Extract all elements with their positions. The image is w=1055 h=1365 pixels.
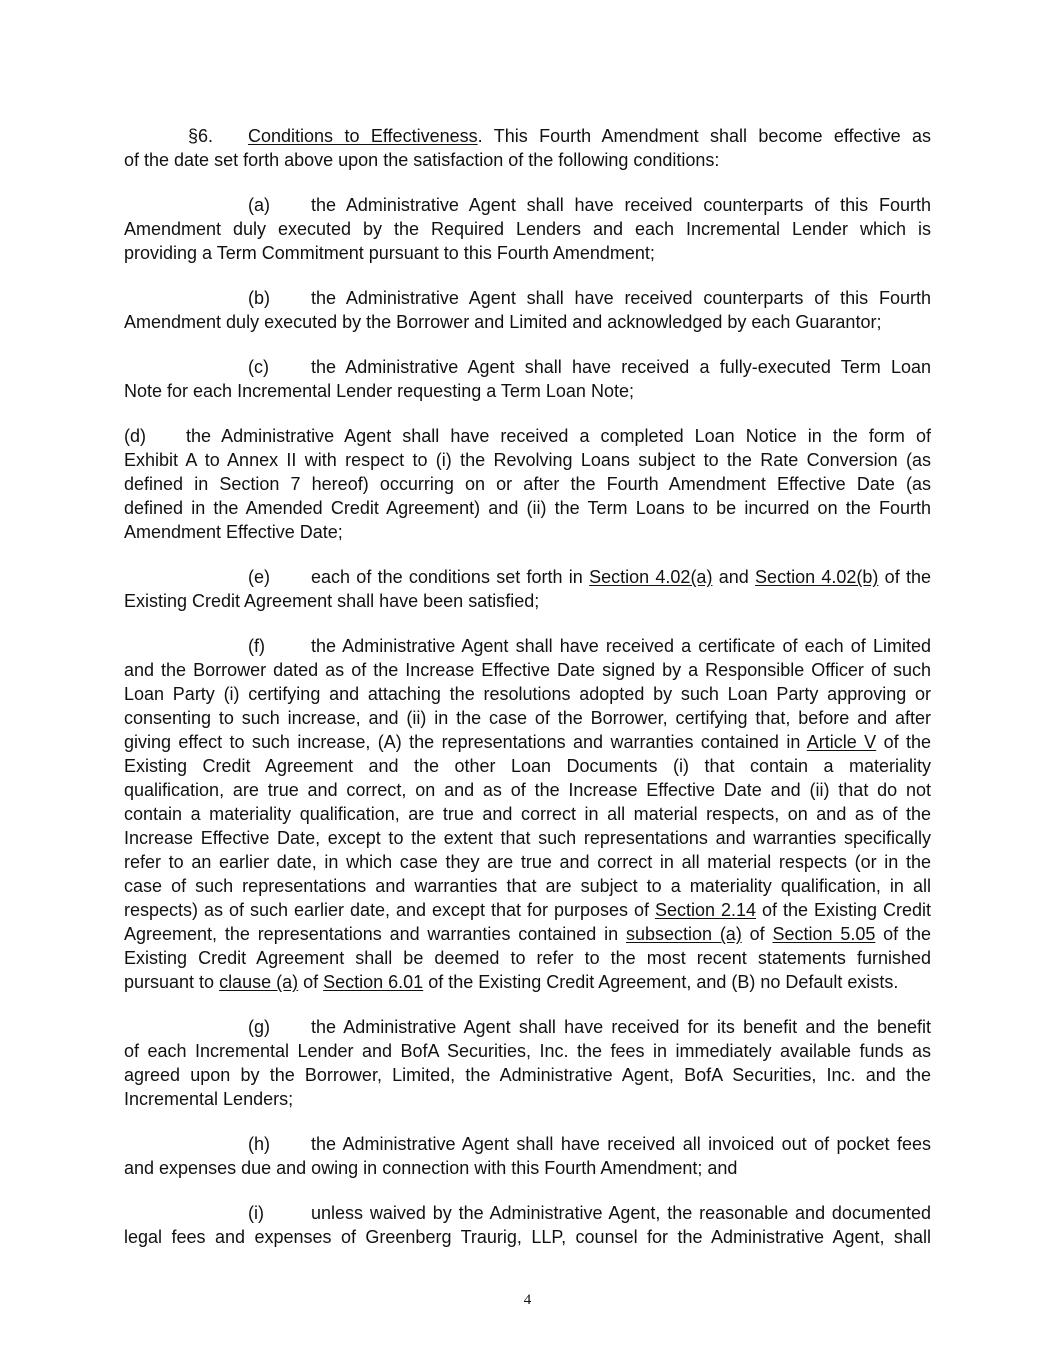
text-line: [124, 241, 931, 265]
text-segment: Loan Party (i) certifying and attaching the resolutions adopted by such Loan Party approving or: [124, 684, 931, 704]
line-text: [124, 922, 931, 946]
line-text: [124, 148, 931, 172]
line-text: [124, 1156, 931, 1180]
text-line: [124, 286, 931, 310]
text-segment: case of such representations and warranties that are subject to a materiality qualification, in all: [124, 876, 931, 896]
text-line: [124, 193, 931, 217]
page-number: 4: [523, 1292, 532, 1308]
paragraph-label: (d): [124, 426, 146, 446]
text-segment: of: [298, 972, 324, 992]
text-line: [124, 922, 931, 946]
text-line: [124, 1156, 931, 1180]
text-segment: refer to an earlier date, in which case they are true and correct in all material respects (or in the: [124, 852, 931, 872]
text-line: [124, 658, 931, 682]
paragraph: [124, 424, 931, 544]
line-text: [124, 1087, 931, 1111]
text-line: [124, 1087, 931, 1111]
text-segment: unless waived by the Administrative Agent, the reasonable and documented: [311, 1203, 931, 1223]
line-text: [124, 1225, 931, 1249]
text-line: [124, 1132, 931, 1156]
line-text: [124, 589, 931, 613]
line-text: [311, 1015, 931, 1039]
line-text: [124, 778, 931, 802]
paragraph-label: §6.: [188, 126, 214, 146]
line-text: [124, 241, 931, 265]
text-segment: and expenses due and owing in connection with this Fourth Amendment; and: [124, 1158, 738, 1178]
text-segment: each of the conditions set forth in: [311, 567, 590, 587]
line-text: [124, 730, 931, 754]
text-segment: agreed upon by the Borrower, Limited, the Administrative Agent, BofA Securities, Inc. and the: [124, 1065, 931, 1085]
line-text: [124, 826, 931, 850]
text-segment: giving effect to such increase, (A) the representations and warranties contained in: [124, 732, 807, 752]
paragraph-label: (h): [248, 1134, 270, 1154]
text-segment: of each Incremental Lender and BofA Securities, Inc. the fees in immediately available funds as: [124, 1041, 931, 1061]
line-text: [124, 658, 931, 682]
text-segment: of the: [875, 924, 932, 944]
text-line: [124, 682, 931, 706]
line-text: [124, 946, 931, 970]
text-line: [124, 379, 931, 403]
text-segment: and the Borrower dated as of the Increase Effective Date signed by a Responsible Officer of such: [124, 660, 931, 680]
text-segment: legal fees and expenses of Greenberg Traurig, LLP, counsel for the Administrative Agent, shall: [124, 1227, 931, 1247]
paragraph: [124, 355, 931, 403]
text-segment: Agreement, the representations and warranties contained in: [124, 924, 626, 944]
text-line: [124, 1015, 931, 1039]
text-segment: Existing Credit Agreement shall have been satisfied;: [124, 591, 540, 611]
line-text: [248, 124, 931, 148]
paragraph-label: (e): [248, 567, 270, 587]
cross-reference: Conditions to Effectiveness: [248, 126, 478, 146]
line-text: [124, 448, 931, 472]
text-line: [124, 355, 931, 379]
text-line: [124, 1225, 931, 1249]
text-segment: of the Existing Credit Agreement, and (B) no Default exists.: [423, 972, 899, 992]
text-line: [124, 754, 931, 778]
line-text: [124, 472, 931, 496]
paragraph: [124, 634, 931, 994]
text-line: [124, 802, 931, 826]
cross-reference: Section 2.14: [654, 900, 756, 920]
text-segment: the Administrative Agent shall have received a completed Loan Notice in the form of: [186, 426, 931, 446]
text-segment: respects) as of such earlier date, and except that for purposes of: [124, 900, 655, 920]
text-line: [124, 589, 931, 613]
text-segment: qualification, are true and correct, on and as of the Increase Effective Date and (ii) that do not: [124, 780, 931, 800]
text-segment: Note for each Incremental Lender requesting a Term Loan Note;: [124, 381, 634, 401]
cross-reference: Section 4.02(a): [589, 567, 713, 587]
text-line: [124, 730, 931, 754]
paragraph: [124, 1015, 931, 1111]
text-line: [124, 946, 931, 970]
line-text: [186, 424, 931, 448]
line-text: [124, 217, 931, 241]
text-segment: contain a materiality qualification, are true and correct in all material respects, on and as of the: [124, 804, 931, 824]
line-text: [124, 1063, 931, 1087]
line-text: [311, 565, 931, 589]
text-line: [124, 1039, 931, 1063]
text-segment: Increase Effective Date, except to the extent that such representations and warranties specifically: [124, 828, 931, 848]
line-text: [124, 754, 931, 778]
text-segment: Existing Credit Agreement and the other Loan Documents (i) that contain a materiality: [124, 756, 931, 776]
text-line: [124, 706, 931, 730]
text-segment: and: [712, 567, 756, 587]
text-segment: pursuant to: [124, 972, 220, 992]
text-segment: the Administrative Agent shall have received counterparts of this Fourth: [311, 288, 931, 308]
line-text: [311, 634, 931, 658]
text-segment: the Administrative Agent shall have received a certificate of each of Limited: [311, 636, 931, 656]
text-line: [124, 496, 931, 520]
paragraph: [124, 193, 931, 265]
line-text: [124, 874, 931, 898]
line-text: [311, 1132, 931, 1156]
line-text: [124, 850, 931, 874]
text-segment: of the Existing Credit: [756, 900, 931, 920]
line-text: [124, 496, 931, 520]
paragraph: [124, 565, 931, 613]
text-segment: defined in Section 7 hereof) occurring on or after the Fourth Amendment Effective Date (as: [124, 474, 931, 494]
text-line: [124, 898, 931, 922]
text-segment: consenting to such increase, and (ii) in the case of the Borrower, certifying that, before and after: [124, 708, 931, 728]
paragraph-label: (g): [248, 1017, 270, 1037]
line-text: [124, 379, 931, 403]
text-line: [124, 520, 931, 544]
line-text: [124, 898, 931, 922]
text-segment: Exhibit A to Annex II with respect to (i) the Revolving Loans subject to the Rate Conversion (as: [124, 450, 931, 470]
text-segment: the Administrative Agent shall have received counterparts of this Fourth: [311, 195, 931, 215]
text-line: [124, 970, 931, 994]
line-text: [124, 970, 931, 994]
document-body: [124, 124, 931, 1270]
paragraph-label: (b): [248, 288, 270, 308]
line-text: [124, 802, 931, 826]
text-line: [124, 778, 931, 802]
cross-reference: Section 6.01: [323, 972, 424, 992]
text-segment: providing a Term Commitment pursuant to this Fourth Amendment;: [124, 243, 655, 263]
paragraph-label: (i): [248, 1203, 264, 1223]
text-line: [124, 217, 931, 241]
text-line: [124, 1201, 931, 1225]
cross-reference: Section 5.05: [772, 924, 876, 944]
text-segment: . This Fourth Amendment shall become effective as: [477, 126, 931, 146]
line-text: [311, 193, 931, 217]
text-segment: of: [741, 924, 773, 944]
text-segment: defined in the Amended Credit Agreement) and (ii) the Term Loans to be incurred on the Fourth: [124, 498, 931, 518]
line-text: [311, 286, 931, 310]
line-text: [124, 310, 931, 334]
text-line: [124, 124, 931, 148]
paragraph: [124, 1132, 931, 1180]
text-line: [124, 148, 931, 172]
text-line: [124, 565, 931, 589]
text-line: [124, 634, 931, 658]
cross-reference: clause (a): [219, 972, 299, 992]
text-segment: Incremental Lenders;: [124, 1089, 294, 1109]
text-line: [124, 448, 931, 472]
text-segment: of the date set forth above upon the satisfaction of the following conditions:: [124, 150, 720, 170]
text-line: [124, 850, 931, 874]
paragraph-label: (c): [248, 357, 269, 377]
text-segment: Amendment duly executed by the Borrower and Limited and acknowledged by each Guarantor;: [124, 312, 882, 332]
text-line: [124, 310, 931, 334]
text-segment: Amendment duly executed by the Required Lenders and each Incremental Lender which is: [124, 219, 931, 239]
paragraph: [124, 124, 931, 172]
text-segment: of the: [876, 732, 931, 752]
cross-reference: subsection (a): [625, 924, 742, 944]
paragraph: [124, 286, 931, 334]
paragraph-label: (a): [248, 195, 270, 215]
text-segment: the Administrative Agent shall have received all invoiced out of pocket fees: [311, 1134, 931, 1154]
line-text: [124, 682, 931, 706]
text-line: [124, 826, 931, 850]
line-text: [124, 706, 931, 730]
text-segment: of the: [878, 567, 931, 587]
text-segment: the Administrative Agent shall have received for its benefit and the benefit: [311, 1017, 931, 1037]
line-text: [124, 520, 931, 544]
line-text: [311, 1201, 931, 1225]
text-segment: Existing Credit Agreement shall be deemed to refer to the most recent statements furnished: [124, 948, 931, 968]
paragraph: [124, 1201, 931, 1249]
line-text: [124, 1039, 931, 1063]
paragraph-label: (f): [248, 636, 265, 656]
cross-reference: Article V: [806, 732, 877, 752]
text-line: [124, 874, 931, 898]
text-line: [124, 1063, 931, 1087]
text-line: [124, 424, 931, 448]
line-text: [311, 355, 931, 379]
cross-reference: Section 4.02(b): [755, 567, 879, 587]
text-segment: Amendment Effective Date;: [124, 522, 343, 542]
text-line: [124, 472, 931, 496]
text-segment: the Administrative Agent shall have received a fully-executed Term Loan: [311, 357, 931, 377]
